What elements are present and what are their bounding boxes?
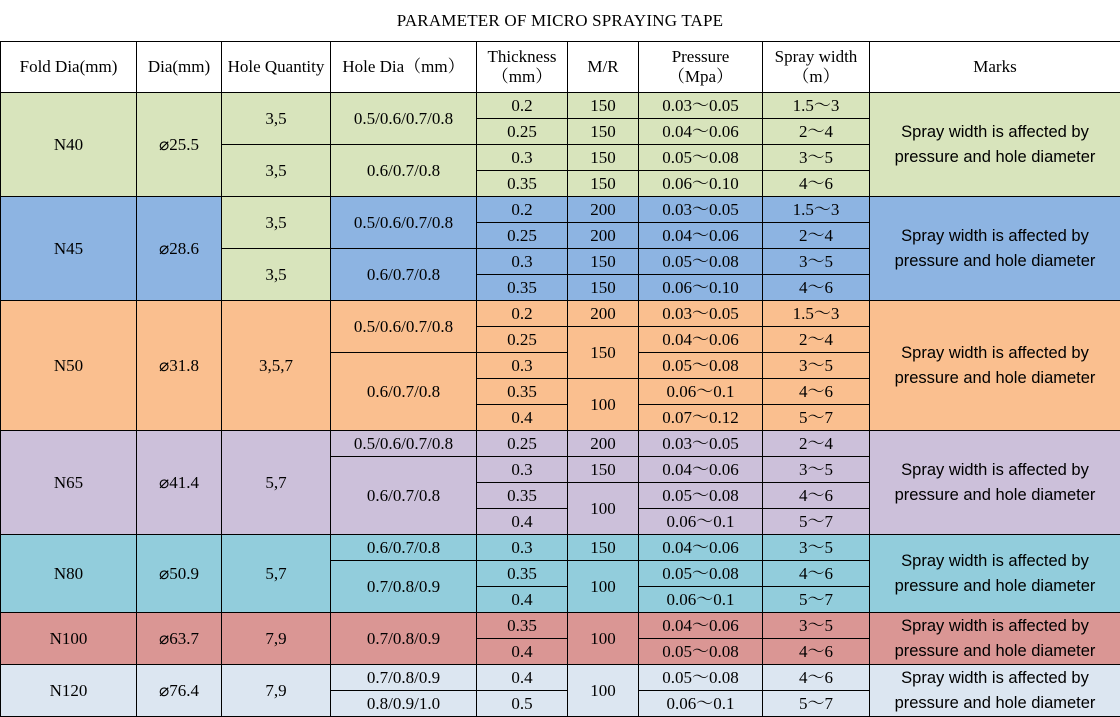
pressure-cell: 0.05～0.08: [639, 561, 763, 587]
marks-line1: Spray width is affected by: [901, 552, 1089, 570]
hole-quantity-cell: 5,7: [222, 535, 331, 613]
pressure-cell: 0.04～0.06: [639, 613, 763, 639]
group-n45: [1, 197, 1120, 301]
pressure-cell: 0.03～0.05: [639, 93, 763, 119]
table-row: [1, 197, 1120, 223]
fold-dia-cell: N50: [1, 301, 137, 431]
thickness-cell: 0.35: [477, 613, 568, 639]
thickness-cell: 0.5: [477, 691, 568, 717]
hole-dia-cell: 0.7/0.8/0.9: [331, 665, 477, 691]
table-row: [1, 665, 1120, 691]
hole-quantity-cell: 7,9: [222, 613, 331, 665]
dia-cell: ⌀25.5: [137, 93, 222, 197]
marks-line2: pressure and hole diameter: [895, 486, 1096, 504]
marks-line1: Spray width is affected by: [901, 461, 1089, 479]
thickness-cell: 0.4: [477, 639, 568, 665]
spray-width-cell: 5～7: [763, 587, 870, 613]
marks-line1: Spray width is affected by: [901, 669, 1089, 687]
pressure-cell: 0.07～0.12: [639, 405, 763, 431]
hole-dia-cell: 0.7/0.8/0.9: [331, 561, 477, 613]
dia-cell: ⌀63.7: [137, 613, 222, 665]
header-spray-width: [763, 42, 870, 93]
fold-dia-cell: N65: [1, 431, 137, 535]
hole-dia-cell: 0.5/0.6/0.7/0.8: [331, 93, 477, 145]
mr-cell: 150: [568, 119, 639, 145]
header-spray-line2: （m）: [792, 67, 839, 86]
spray-width-cell: 2～4: [763, 431, 870, 457]
marks-cell: [870, 613, 1120, 665]
spray-width-cell: 4～6: [763, 275, 870, 301]
spray-width-cell: 3～5: [763, 535, 870, 561]
pressure-cell: 0.05～0.08: [639, 353, 763, 379]
marks-line2: pressure and hole diameter: [895, 148, 1096, 166]
spray-width-cell: 3～5: [763, 249, 870, 275]
mr-cell: 150: [568, 145, 639, 171]
spray-width-cell: 4～6: [763, 379, 870, 405]
thickness-cell: 0.3: [477, 249, 568, 275]
spray-width-cell: 1.5～3: [763, 93, 870, 119]
thickness-cell: 0.35: [477, 483, 568, 509]
hole-dia-cell: 0.5/0.6/0.7/0.8: [331, 301, 477, 353]
mr-cell: 150: [568, 327, 639, 379]
thickness-cell: 0.2: [477, 197, 568, 223]
thickness-cell: 0.3: [477, 535, 568, 561]
header-dia: Dia(mm): [137, 42, 222, 93]
mr-cell: 200: [568, 197, 639, 223]
thickness-cell: 0.3: [477, 353, 568, 379]
marks-cell: [870, 665, 1120, 717]
thickness-cell: 0.25: [477, 431, 568, 457]
mr-cell: 100: [568, 379, 639, 431]
spray-width-cell: 3～5: [763, 457, 870, 483]
table-row: [1, 301, 1120, 327]
spray-width-cell: 1.5～3: [763, 301, 870, 327]
spray-width-cell: 4～6: [763, 171, 870, 197]
thickness-cell: 0.35: [477, 275, 568, 301]
mr-cell: 200: [568, 301, 639, 327]
group-n100: [1, 613, 1120, 665]
pressure-cell: 0.06～0.1: [639, 691, 763, 717]
thickness-cell: 0.2: [477, 301, 568, 327]
pressure-cell: 0.05～0.08: [639, 665, 763, 691]
dia-cell: ⌀50.9: [137, 535, 222, 613]
header-spray-line1: Spray width: [775, 47, 858, 66]
marks-cell: [870, 535, 1120, 613]
header-thickness-line1: Thickness: [488, 47, 557, 66]
marks-cell: [870, 431, 1120, 535]
mr-cell: 150: [568, 93, 639, 119]
marks-line1: Spray width is affected by: [901, 617, 1089, 635]
fold-dia-cell: N100: [1, 613, 137, 665]
header-marks: Marks: [870, 42, 1120, 93]
group-n50: [1, 301, 1120, 431]
pressure-cell: 0.06～0.1: [639, 379, 763, 405]
marks-line1: Spray width is affected by: [901, 123, 1089, 141]
mr-cell: 100: [568, 561, 639, 613]
pressure-cell: 0.05～0.08: [639, 249, 763, 275]
marks-cell: [870, 301, 1120, 431]
hole-dia-cell: 0.6/0.7/0.8: [331, 353, 477, 431]
marks-line2: pressure and hole diameter: [895, 369, 1096, 387]
mr-cell: 100: [568, 613, 639, 665]
hole-dia-cell: 0.7/0.8/0.9: [331, 613, 477, 665]
spray-width-cell: 5～7: [763, 405, 870, 431]
hole-quantity-cell: 3,5: [222, 197, 331, 249]
marks-line1: Spray width is affected by: [901, 227, 1089, 245]
hole-dia-cell: 0.6/0.7/0.8: [331, 249, 477, 301]
pressure-cell: 0.06～0.1: [639, 587, 763, 613]
fold-dia-cell: N80: [1, 535, 137, 613]
group-n80: [1, 535, 1120, 613]
pressure-cell: 0.05～0.08: [639, 639, 763, 665]
hole-quantity-cell: 7,9: [222, 665, 331, 717]
parameter-table: [0, 41, 1120, 717]
header-pressure-line2: （Mpa）: [668, 67, 733, 86]
table-row: [1, 535, 1120, 561]
marks-line1: Spray width is affected by: [901, 344, 1089, 362]
marks-line2: pressure and hole diameter: [895, 642, 1096, 660]
hole-dia-cell: 0.6/0.7/0.8: [331, 457, 477, 535]
spray-width-cell: 2～4: [763, 223, 870, 249]
dia-cell: ⌀41.4: [137, 431, 222, 535]
pressure-cell: 0.06～0.10: [639, 171, 763, 197]
spray-width-cell: 3～5: [763, 353, 870, 379]
thickness-cell: 0.3: [477, 145, 568, 171]
thickness-cell: 0.4: [477, 665, 568, 691]
thickness-cell: 0.2: [477, 93, 568, 119]
header-thickness-line2: （mm）: [492, 67, 552, 86]
spray-width-cell: 2～4: [763, 119, 870, 145]
spray-width-cell: 5～7: [763, 691, 870, 717]
spray-width-cell: 4～6: [763, 639, 870, 665]
thickness-cell: 0.3: [477, 457, 568, 483]
group-n40: [1, 93, 1120, 197]
mr-cell: 150: [568, 535, 639, 561]
dia-cell: ⌀76.4: [137, 665, 222, 717]
spray-width-cell: 1.5～3: [763, 197, 870, 223]
pressure-cell: 0.04～0.06: [639, 535, 763, 561]
marks-cell: [870, 93, 1120, 197]
table-row: [1, 93, 1120, 119]
spray-width-cell: 2～4: [763, 327, 870, 353]
spray-width-cell: 5～7: [763, 509, 870, 535]
marks-cell: [870, 197, 1120, 301]
mr-cell: 150: [568, 457, 639, 483]
thickness-cell: 0.4: [477, 509, 568, 535]
thickness-cell: 0.35: [477, 379, 568, 405]
hole-quantity-cell: 3,5: [222, 93, 331, 145]
marks-line2: pressure and hole diameter: [895, 252, 1096, 270]
header-thickness: [477, 42, 568, 93]
pressure-cell: 0.04～0.06: [639, 119, 763, 145]
pressure-cell: 0.05～0.08: [639, 145, 763, 171]
pressure-cell: 0.05～0.08: [639, 483, 763, 509]
hole-dia-cell: 0.5/0.6/0.7/0.8: [331, 431, 477, 457]
header-hole-dia: Hole Dia（mm）: [331, 42, 477, 93]
thickness-cell: 0.4: [477, 587, 568, 613]
thickness-cell: 0.25: [477, 119, 568, 145]
header-mr: M/R: [568, 42, 639, 93]
hole-dia-cell: 0.6/0.7/0.8: [331, 535, 477, 561]
header-row: [1, 42, 1120, 93]
table-title: PARAMETER OF MICRO SPRAYING TAPE: [0, 0, 1120, 41]
pressure-cell: 0.03～0.05: [639, 301, 763, 327]
pressure-cell: 0.03～0.05: [639, 197, 763, 223]
spray-width-cell: 4～6: [763, 665, 870, 691]
table-row: [1, 431, 1120, 457]
group-n65: [1, 431, 1120, 535]
hole-dia-cell: 0.5/0.6/0.7/0.8: [331, 197, 477, 249]
hole-dia-cell: 0.6/0.7/0.8: [331, 145, 477, 197]
spray-width-cell: 4～6: [763, 483, 870, 509]
marks-line2: pressure and hole diameter: [895, 577, 1096, 595]
header-pressure-line1: Pressure: [672, 47, 730, 66]
mr-cell: 150: [568, 171, 639, 197]
mr-cell: 200: [568, 223, 639, 249]
pressure-cell: 0.06～0.1: [639, 509, 763, 535]
spray-width-cell: 3～5: [763, 613, 870, 639]
header-pressure: [639, 42, 763, 93]
spray-width-cell: 4～6: [763, 561, 870, 587]
dia-cell: ⌀31.8: [137, 301, 222, 431]
mr-cell: 100: [568, 483, 639, 535]
table-row: [1, 613, 1120, 639]
dia-cell: ⌀28.6: [137, 197, 222, 301]
pressure-cell: 0.04～0.06: [639, 327, 763, 353]
header-fold-dia: Fold Dia(mm): [1, 42, 137, 93]
hole-quantity-cell: 3,5: [222, 145, 331, 197]
pressure-cell: 0.03～0.05: [639, 431, 763, 457]
mr-cell: 100: [568, 665, 639, 717]
hole-quantity-cell: 3,5: [222, 249, 331, 301]
hole-dia-cell: 0.8/0.9/1.0: [331, 691, 477, 717]
fold-dia-cell: N40: [1, 93, 137, 197]
thickness-cell: 0.35: [477, 171, 568, 197]
thickness-cell: 0.4: [477, 405, 568, 431]
mr-cell: 150: [568, 249, 639, 275]
hole-quantity-cell: 5,7: [222, 431, 331, 535]
thickness-cell: 0.25: [477, 223, 568, 249]
fold-dia-cell: N120: [1, 665, 137, 717]
thickness-cell: 0.35: [477, 561, 568, 587]
mr-cell: 150: [568, 275, 639, 301]
header-hole-quantity: Hole Quantity: [222, 42, 331, 93]
fold-dia-cell: N45: [1, 197, 137, 301]
pressure-cell: 0.06～0.10: [639, 275, 763, 301]
spray-width-cell: 3～5: [763, 145, 870, 171]
pressure-cell: 0.04～0.06: [639, 223, 763, 249]
hole-quantity-cell: 3,5,7: [222, 301, 331, 431]
pressure-cell: 0.04～0.06: [639, 457, 763, 483]
thickness-cell: 0.25: [477, 327, 568, 353]
marks-line2: pressure and hole diameter: [895, 694, 1096, 712]
mr-cell: 200: [568, 431, 639, 457]
group-n120: [1, 665, 1120, 717]
